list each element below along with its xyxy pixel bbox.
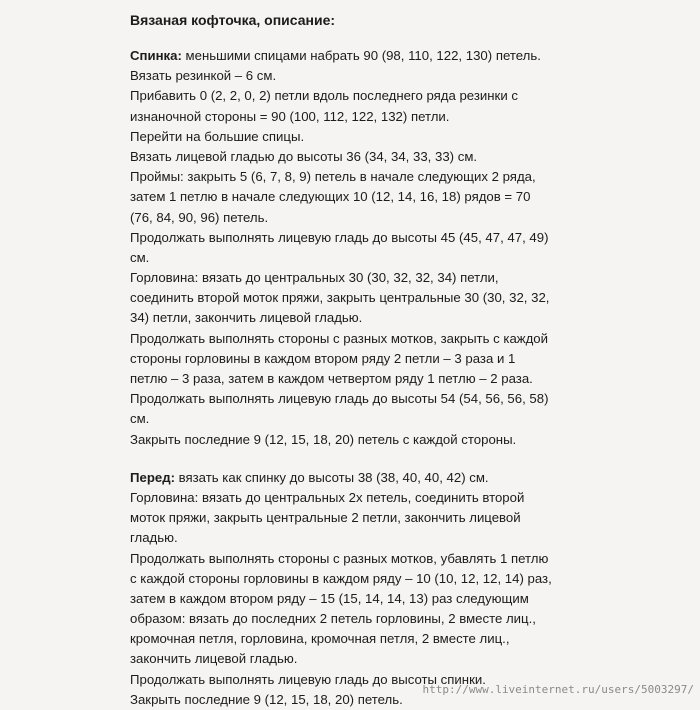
back-line: (76, 84, 90, 96) петель. xyxy=(130,209,269,225)
back-section xyxy=(130,46,690,450)
back-line: петлю – 3 раза, затем в каждом четвертом ряду 1 петлю – 2 раза. xyxy=(130,371,533,386)
back-line: Горловина: вязать до центральных 30 (30, 32, 32, 34) петли, xyxy=(130,270,499,286)
back-line: Перейти на большие спицы. xyxy=(130,128,305,144)
back-line: Проймы: закрыть 5 (6, 7, 8, 9) петель в начале следующих 2 ряда, xyxy=(130,169,536,185)
back-line: Прибавить 0 (2, 2, 0, 2) петли вдоль последнего ряда резинки с xyxy=(130,88,518,104)
back-line: соединить второй моток пряжи, закрыть центральные 30 (30, 32, 32, xyxy=(130,290,550,306)
back-line: Продолжать выполнять лицевую гладь до высоты 45 (45, 47, 47, 49) xyxy=(130,229,549,245)
back-label: Спинка: xyxy=(130,48,182,63)
front-line: с каждой стороны горловины в каждом ряду – 10 (10, 12, 12, 14) раз, xyxy=(130,570,552,586)
front-section xyxy=(130,468,690,710)
back-line: Продолжать выполнять лицевую гладь до высоты 54 (54, 56, 56, 58) xyxy=(130,391,549,407)
back-line: см. xyxy=(130,411,150,427)
back-line: затем 1 петлю в начале следующих 10 (12, 14, 16, 18) рядов = 70 xyxy=(130,189,531,205)
front-line: затем в каждом втором ряду – 15 (15, 14, 14, 13) раз следующим xyxy=(130,590,529,606)
back-first-line xyxy=(130,46,690,66)
front-line: Закрыть последние 9 (12, 15, 18, 20) петель. xyxy=(130,691,403,707)
front-label: Перед: xyxy=(130,469,175,485)
front-line: кромочная петля, горловина, кромочная петля, 2 вместе лиц., xyxy=(130,631,510,647)
front-first-line xyxy=(130,468,690,488)
front-line: Продолжать выполнять стороны с разных мотков, убавлять 1 петлю xyxy=(130,550,549,566)
back-line: Вязать резинкой – 6 см. xyxy=(130,68,277,84)
front-first-line-text: вязать как спинку до высоты 38 (38, 40, 40, 42) см. xyxy=(174,469,489,485)
back-first-line-text: меньшими спицами набрать 90 (98, 110, 122, 130) петель. xyxy=(181,48,541,63)
front-line: образом: вязать до последних 2 петель горловины, 2 вместе лиц., xyxy=(130,611,536,627)
back-line: изнаночной стороны = 90 (100, 112, 122, 132) петли. xyxy=(130,108,450,124)
front-line: моток пряжи, закрыть центральные 2 петли, закончить лицевой xyxy=(130,510,521,526)
back-line: см. xyxy=(130,249,150,265)
front-line: Горловина: вязать до центральных 2х петель, соединить второй xyxy=(130,489,525,505)
front-line: закончить лицевой гладью. xyxy=(130,651,298,667)
back-line: стороны горловины в каждом втором ряду 2 петли – 3 раза и 1 xyxy=(130,350,516,366)
document xyxy=(130,10,690,710)
back-line: Продолжать выполнять стороны с разных мотков, закрыть с каждой xyxy=(130,330,548,346)
watermark-url: http://www.liveinternet.ru/users/5003297/ xyxy=(422,683,694,696)
back-line: Закрыть последние 9 (12, 15, 18, 20) петель с каждой стороны. xyxy=(130,431,517,447)
back-line: Вязать лицевой гладью до высоты 36 (34, 34, 33, 33) см. xyxy=(130,148,478,164)
back-line: 34) петли, закончить лицевой гладью. xyxy=(130,310,363,326)
document-title: Вязаная кофточка, описание: xyxy=(130,12,336,28)
front-line: Продолжать выполнять лицевую гладь до высоты спинки. xyxy=(130,671,486,687)
front-line: гладью. xyxy=(130,530,178,546)
